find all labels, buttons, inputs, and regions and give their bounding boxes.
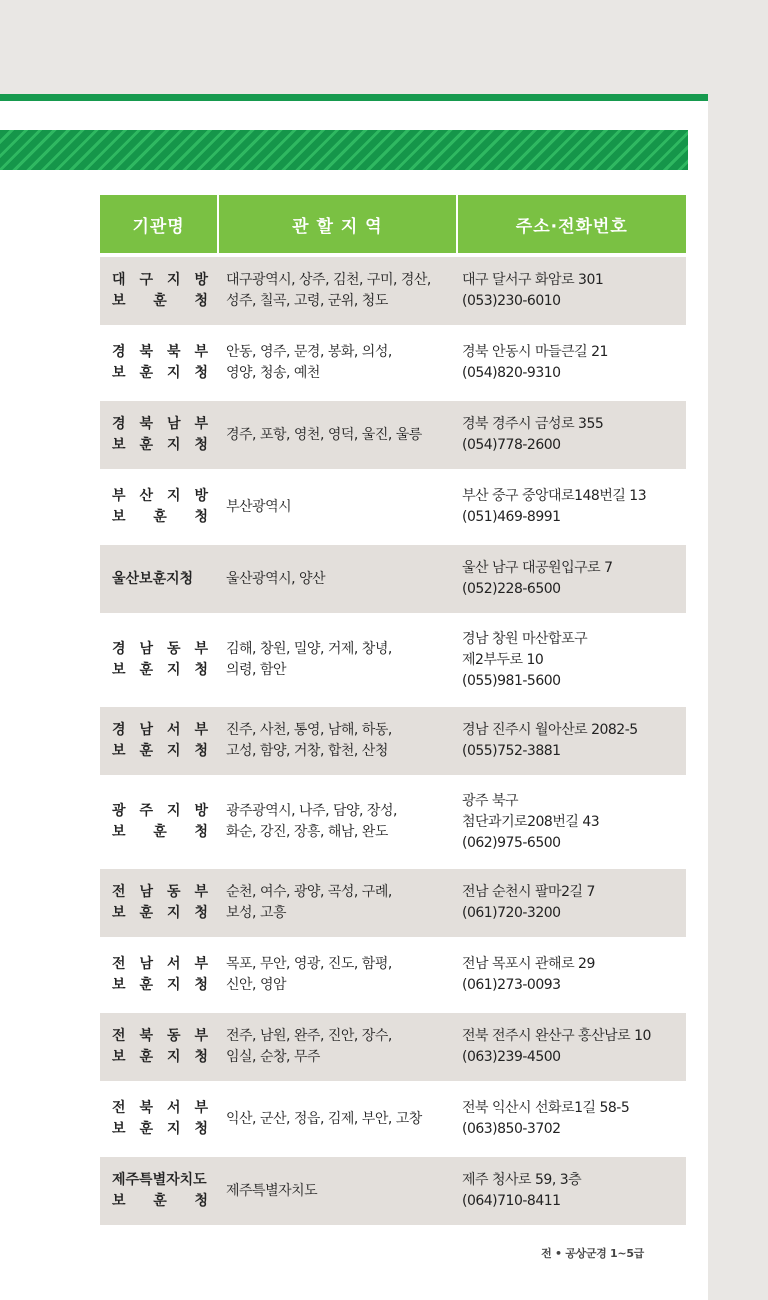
- office-name: [100, 1098, 218, 1140]
- address-phone: [456, 270, 686, 312]
- page-footer: 전 • 공상군경 1~5급: [541, 1247, 644, 1260]
- table-row: [100, 257, 686, 325]
- jurisdiction: [218, 639, 456, 681]
- jurisdiction-line: 영양, 청송, 예천: [226, 365, 320, 381]
- address-phone: [456, 558, 686, 600]
- address-phone-line: 제2부두로 10: [462, 651, 544, 668]
- jurisdiction-line: 익산, 군산, 정읍, 김제, 부안, 고창: [226, 1110, 422, 1127]
- address-phone-line: 경북 경주시 금성로 355: [462, 416, 604, 432]
- address-phone-line: (053)230-6010: [462, 293, 561, 309]
- jurisdiction-line: 목포, 무안, 영광, 진도, 함평,: [226, 956, 392, 972]
- jurisdiction-line: 순천, 여수, 광양, 곡성, 구례,: [226, 884, 392, 900]
- address-phone: [456, 629, 686, 692]
- address-phone-line: (051)469-8991: [462, 509, 561, 525]
- jurisdiction: [218, 425, 456, 446]
- jurisdiction: [218, 954, 456, 996]
- table-row: [100, 329, 686, 397]
- address-phone-line: 전북 전주시 완산구 홍산남로 10: [462, 1028, 651, 1044]
- address-phone-line: 전남 목포시 관해로 29: [462, 956, 595, 972]
- address-phone-line: (055)752-3881: [462, 743, 561, 759]
- office-name: [100, 1026, 218, 1068]
- jurisdiction: [218, 270, 456, 312]
- address-phone: [456, 720, 686, 762]
- jurisdiction: [218, 882, 456, 924]
- office-name: [100, 1170, 218, 1212]
- address-phone-line: (054)778-2600: [462, 437, 561, 453]
- jurisdiction-line: 경주, 포항, 영천, 영덕, 울진, 울릉: [226, 426, 422, 443]
- office-name-line: 광 주 지 방: [112, 803, 208, 819]
- address-phone-line: 경남 진주시 월아산로 2082-5: [462, 722, 638, 738]
- address-phone-line: 광주 북구: [462, 792, 519, 809]
- address-phone-line: (061)720-3200: [462, 905, 561, 921]
- office-name-line: 대 구 지 방: [112, 272, 208, 288]
- table-row: [100, 1157, 686, 1225]
- jurisdiction: [218, 801, 456, 843]
- jurisdiction-line: 의령, 함안: [226, 662, 286, 678]
- jurisdiction-line: 부산광역시: [226, 498, 292, 515]
- office-name-line: 경 남 동 부: [112, 641, 208, 657]
- address-phone: [456, 342, 686, 384]
- office-name-line: 보 훈 청: [112, 293, 208, 309]
- office-name: [100, 954, 218, 996]
- office-name-line: 전 북 서 부: [112, 1100, 208, 1116]
- office-name-line: 전 북 동 부: [112, 1028, 208, 1044]
- address-phone-line: (052)228-6500: [462, 581, 561, 597]
- header-office-name: 기관명: [100, 195, 219, 253]
- address-phone-line: (054)820-9310: [462, 365, 561, 381]
- office-name-line: 경 북 남 부: [112, 416, 208, 432]
- table-row: [100, 779, 686, 865]
- jurisdiction: [218, 1181, 456, 1202]
- header-jurisdiction: 관 할 지 역: [219, 195, 457, 253]
- jurisdiction-line: 울산광역시, 양산: [226, 570, 326, 587]
- address-phone-line: 울산 남구 대공원입구로 7: [462, 560, 613, 576]
- office-name-line: 보 훈 지 청: [112, 905, 208, 921]
- address-phone-line: 전북 익산시 선화로1길 58-5: [462, 1100, 630, 1116]
- jurisdiction-line: 광주광역시, 나주, 담양, 장성,: [226, 803, 397, 819]
- office-name: [100, 882, 218, 924]
- office-name-line: 보 훈 지 청: [112, 662, 208, 678]
- jurisdiction-line: 성주, 칠곡, 고령, 군위, 청도: [226, 293, 388, 309]
- office-name: [100, 414, 218, 456]
- address-phone-line: (064)710-8411: [462, 1193, 561, 1209]
- office-name: [100, 720, 218, 762]
- office-name: [100, 486, 218, 528]
- top-band: [0, 0, 708, 94]
- jurisdiction-line: 신안, 영암: [226, 977, 286, 993]
- office-name-line: 울산보훈지청: [112, 570, 194, 587]
- address-phone: [456, 882, 686, 924]
- address-phone-line: 첨단과기로208번길 43: [462, 813, 600, 830]
- address-phone-line: 대구 달서구 화암로 301: [462, 272, 604, 288]
- office-name: [100, 639, 218, 681]
- address-phone-line: 전남 순천시 팔마2길 7: [462, 884, 595, 900]
- jurisdiction-line: 임실, 순창, 무주: [226, 1049, 320, 1065]
- table-row: [100, 401, 686, 469]
- address-phone-line: (062)975-6500: [462, 834, 561, 851]
- address-phone: [456, 791, 686, 854]
- jurisdiction-line: 화순, 강진, 장흥, 해남, 완도: [226, 824, 388, 840]
- jurisdiction-line: 대구광역시, 상주, 김천, 구미, 경산,: [226, 272, 431, 288]
- address-phone-line: 제주 청사로 59, 3층: [462, 1172, 582, 1188]
- address-phone-line: (063)239-4500: [462, 1049, 561, 1065]
- hatched-banner: [0, 130, 688, 170]
- office-table: [100, 195, 686, 1229]
- office-name-line: 보 훈 청: [112, 509, 208, 525]
- office-name-line: 전 남 서 부: [112, 956, 208, 972]
- table-row: [100, 869, 686, 937]
- jurisdiction-line: 김해, 창원, 밀양, 거제, 창녕,: [226, 641, 392, 657]
- office-name-line: 부 산 지 방: [112, 488, 208, 504]
- address-phone: [456, 1026, 686, 1068]
- office-name-line: 보 훈 지 청: [112, 365, 208, 381]
- table-row: [100, 707, 686, 775]
- office-name: [100, 342, 218, 384]
- header-address-phone: 주소·전화번호: [515, 216, 628, 237]
- jurisdiction: [218, 569, 456, 590]
- office-name-line: 경 남 서 부: [112, 722, 208, 738]
- address-phone-line: (063)850-3702: [462, 1121, 561, 1137]
- table-row: [100, 473, 686, 541]
- office-name: [100, 801, 218, 843]
- jurisdiction-line: 전주, 남원, 완주, 진안, 장수,: [226, 1028, 392, 1044]
- office-name-line: 전 남 동 부: [112, 884, 208, 900]
- office-name-line: 보 훈 청: [112, 824, 208, 840]
- office-name-line: 보 훈 지 청: [112, 437, 208, 453]
- office-name-line: 보 훈 지 청: [112, 743, 208, 759]
- jurisdiction: [218, 1026, 456, 1068]
- table-header: [100, 195, 686, 253]
- table-row: [100, 941, 686, 1009]
- jurisdiction-line: 제주특별자치도: [226, 1182, 318, 1199]
- jurisdiction: [218, 720, 456, 762]
- address-phone-line: 부산 중구 중앙대로148번길 13: [462, 488, 647, 504]
- table-row: [100, 1013, 686, 1081]
- table-row: [100, 1085, 686, 1153]
- address-phone: [456, 486, 686, 528]
- jurisdiction-line: 안동, 영주, 문경, 봉화, 의성,: [226, 344, 392, 360]
- address-phone: [456, 414, 686, 456]
- jurisdiction: [218, 1109, 456, 1130]
- office-name: [100, 270, 218, 312]
- office-name-line: 보 훈 지 청: [112, 1121, 208, 1137]
- office-name-line: 보 훈 청: [112, 1193, 208, 1209]
- table-body: [100, 257, 686, 1225]
- table-row: [100, 545, 686, 613]
- address-phone-line: (055)981-5600: [462, 672, 561, 689]
- address-phone: [456, 1170, 686, 1212]
- jurisdiction-line: 고성, 함양, 거창, 합천, 산청: [226, 743, 388, 759]
- jurisdiction-line: 진주, 사천, 통영, 남해, 하동,: [226, 722, 392, 738]
- office-name: [100, 569, 218, 590]
- office-name-line: 보 훈 지 청: [112, 977, 208, 993]
- office-name-line: 제주특별자치도: [112, 1172, 207, 1188]
- table-row: [100, 617, 686, 703]
- jurisdiction: [218, 342, 456, 384]
- office-name-line: 보 훈 지 청: [112, 1049, 208, 1065]
- address-phone: [456, 954, 686, 996]
- jurisdiction: [218, 497, 456, 518]
- address-phone-line: 경남 창원 마산합포구: [462, 630, 588, 647]
- address-phone-line: (061)273-0093: [462, 977, 561, 993]
- green-rule: [0, 94, 708, 101]
- office-name-line: 경 북 북 부: [112, 344, 208, 360]
- address-phone: [456, 1098, 686, 1140]
- jurisdiction-line: 보성, 고흥: [226, 905, 286, 921]
- address-phone-line: 경북 안동시 마들큰길 21: [462, 344, 608, 360]
